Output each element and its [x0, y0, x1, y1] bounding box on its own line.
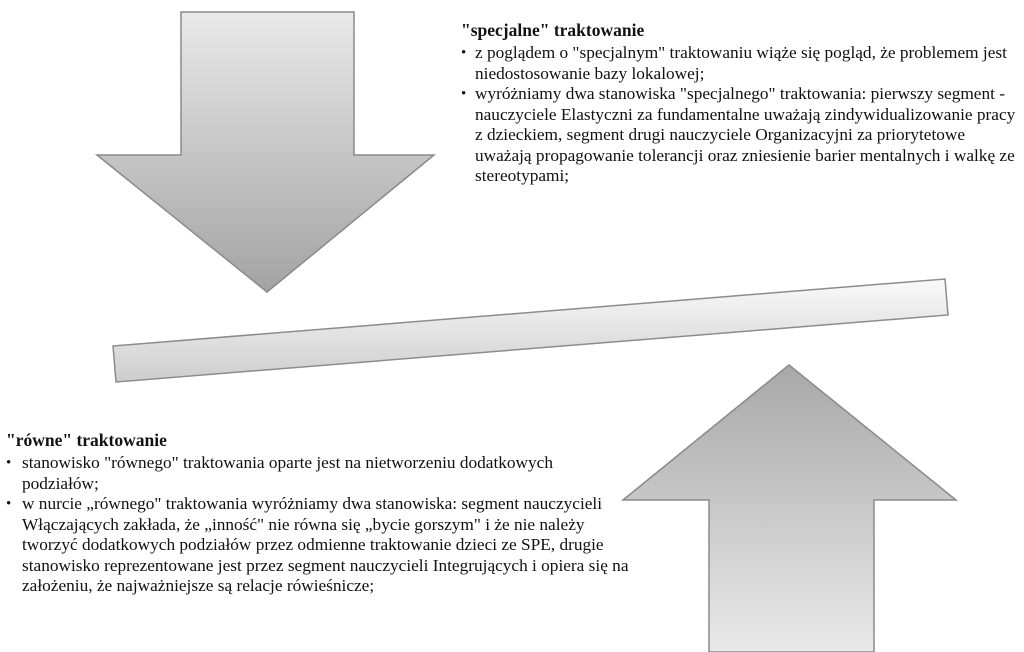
- equal-item-2: • w nurcie „równego" traktowania wyróżniamy dwa stanowiska: segment nauczycieli Włączających zakłada, że „inność" nie równa się „bycie gorszym" i że nie należy tworzyć dodatkowych podziałów przez odmienne traktowanie dzieci ze SPE, drugie stanowisko reprezentowane jest przez segment nauczycieli Integrujących i opiera się na założeniu, że najważniejsze są relacje rówieśnicze;: [6, 494, 631, 597]
- balance-beam: [113, 279, 948, 382]
- up-arrow: [623, 365, 956, 652]
- equal-item-1: • stanowisko "równego" traktowania oparte jest na nietworzeniu dodatkowych podziałów;: [6, 453, 631, 494]
- equal-treatment-block: [6, 429, 631, 597]
- special-treatment-block: [461, 19, 1021, 187]
- equal-treatment-list: [6, 453, 631, 597]
- special-treatment-title: "specjalne" traktowanie: [461, 20, 645, 40]
- equal-treatment-title: "równe" traktowanie: [6, 430, 167, 450]
- special-treatment-list: [461, 43, 1021, 187]
- down-arrow: [97, 12, 434, 292]
- special-item-1: • z poglądem o "specjalnym" traktowaniu wiąże się pogląd, że problemem jest niedostosowanie bazy lokalowej;: [461, 43, 1021, 84]
- special-item-2: • wyróżniamy dwa stanowiska "specjalnego" traktowania: pierwszy segment - nauczyciele Elastyczni za fundamentalne uważają zindywidualizowanie pracy z dzieckiem, segment drugi nauczyciele Organizacyjni za priorytetowe uważają propagowanie tolerancji oraz zniesienie barier mentalnych i walkę ze stereotypami;: [461, 84, 1021, 187]
